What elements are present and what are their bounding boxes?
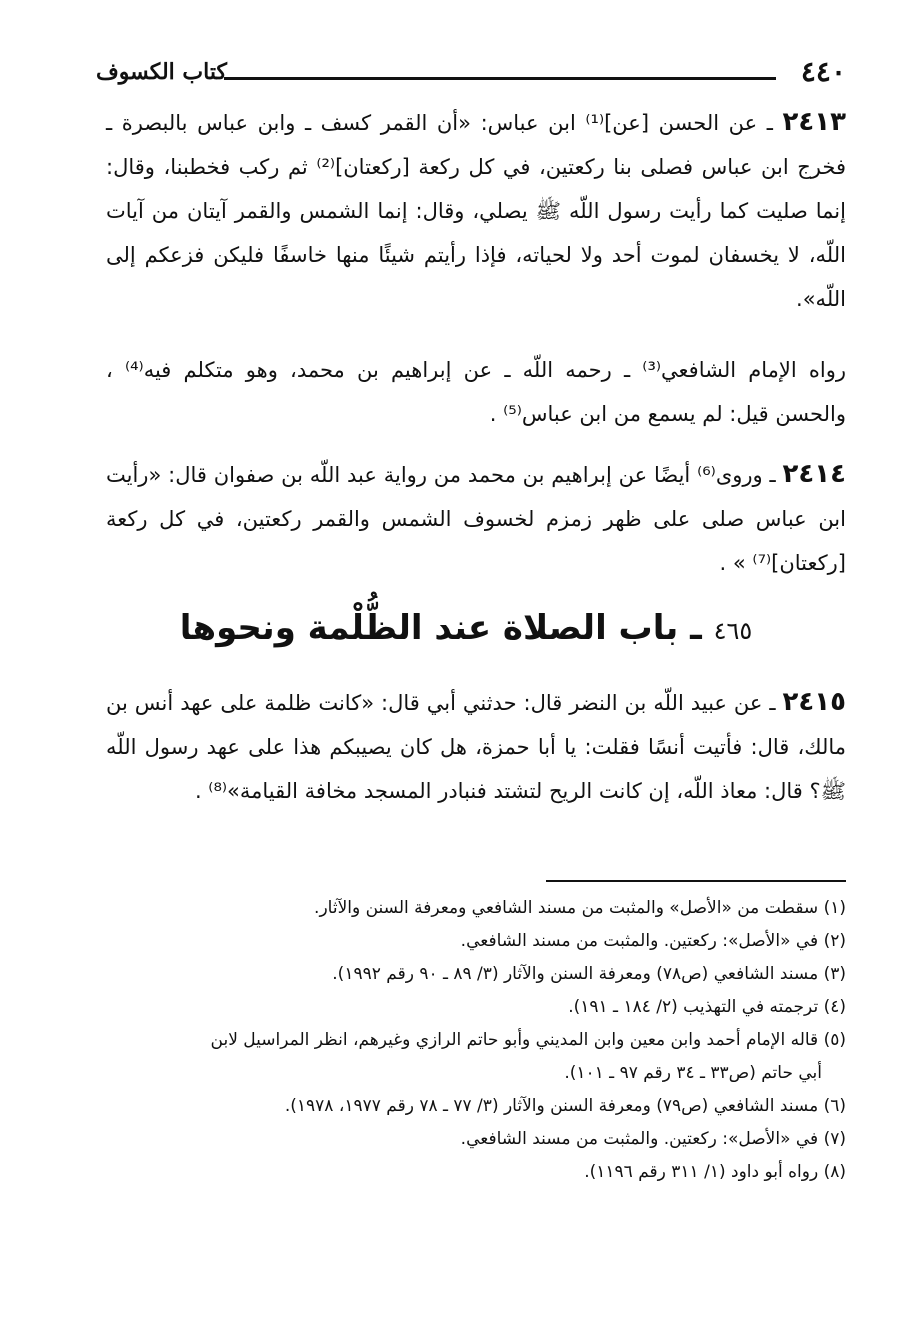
page-header [96, 55, 846, 99]
footnote: (٤) ترجمته في التهذيب (٢/ ١٨٤ ـ ١٩١). [568, 997, 846, 1017]
hadith-2415 [106, 680, 846, 813]
hadith-text: ـ عن الحسن [عن]⁽¹⁾ ابن عباس: «أن القمر كسف ـ وابن عباس بالبصرة ـ فخرج ابن عباس فصلى بنا ركعتين، في كل ركعة [ركعتان]⁽²⁾ ثم ركب فخطبنا، وقال: إنما صليت كما رأيت رسول اللّه ﷺ يصلي، وقال: إنما الشمس والقمر آيتان من آيات اللّه، لا يخسفان لموت أحد ولا لحياته، فإذا رأيتم شيئًا منها خاسفًا فليكن فزعكم إلى اللّه». [106, 111, 846, 311]
footnote: (٥) قاله الإمام أحمد وابن معين وابن المديني وأبو حاتم الرازي وغيرهم، انظر المراسيل لابن [210, 1030, 846, 1050]
footnotes [101, 892, 846, 1189]
footnote: (٢) في «الأصل»: ركعتين. والمثبت من مسند الشافعي. [460, 931, 846, 951]
shafii-note [106, 348, 846, 436]
footnote: (١) سقطت من «الأصل» والمثبت من مسند الشافعي ومعرفة السنن والآثار. [314, 898, 846, 918]
running-chapter-title: كتاب الكسوف [96, 59, 227, 85]
hadith-text: ـ عن عبيد اللّه بن النضر قال: حدثني أبي قال: «كانت ظلمة على عهد أنس بن مالك، قال: فأتيت أنسًا فقلت: يا أبا حمزة، هل كان يصيبكم هذا على عهد رسول اللّه ﷺ؟ قال: معاذ اللّه، إن كانت الريح لتشتد فنبادر المسجد مخافة القيامة»⁽⁸⁾ . [106, 691, 846, 803]
header-rule [224, 77, 776, 80]
hadith-number: ٢٤١٥ [782, 687, 846, 717]
chapter-heading-text: ـ باب الصلاة عند الظُّلْمة ونحوها [179, 608, 702, 648]
hadith-text: ـ وروى⁽⁶⁾ أيضًا عن إبراهيم بن محمد من رواية عبد اللّه بن صفوان قال: «رأيت ابن عباس صلى على ظهر زمزم لخسوف الشمس والقمر ركعتين، في كل ركعة [ركعتان]⁽⁷⁾ » . [106, 463, 846, 575]
hadith-2413 [106, 100, 846, 321]
page-number: ٤٤٠ [800, 55, 846, 88]
chapter-number: ٤٦٥ [713, 617, 753, 645]
footnote: (٦) مسند الشافعي (ص٧٩) ومعرفة السنن والآثار (٣/ ٧٧ ـ ٧٨ رقم ١٩٧٧، ١٩٧٨). [284, 1096, 846, 1116]
footnote-continuation: أبي حاتم (ص٣٣ ـ ٣٤ رقم ٩٧ ـ ١٠١). [564, 1063, 822, 1083]
footnote: (٣) مسند الشافعي (ص٧٨) ومعرفة السنن والآثار (٣/ ٨٩ ـ ٩٠ رقم ١٩٩٢). [332, 964, 846, 984]
chapter-heading [96, 608, 836, 648]
footnote-separator [546, 880, 846, 882]
footnote: (٨) رواه أبو داود (١/ ٣١١ رقم ١١٩٦). [584, 1162, 846, 1182]
hadith-number: ٢٤١٣ [782, 107, 847, 137]
hadith-2414 [106, 452, 846, 585]
hadith-number: ٢٤١٤ [782, 459, 846, 489]
note-text: رواه الإمام الشافعي⁽³⁾ ـ رحمه اللّه ـ عن إبراهيم بن محمد، وهو متكلم فيه⁽⁴⁾ ، والحسن قيل: لم يسمع من ابن عباس⁽⁵⁾ . [106, 358, 846, 426]
footnote: (٧) في «الأصل»: ركعتين. والمثبت من مسند الشافعي. [460, 1129, 846, 1149]
